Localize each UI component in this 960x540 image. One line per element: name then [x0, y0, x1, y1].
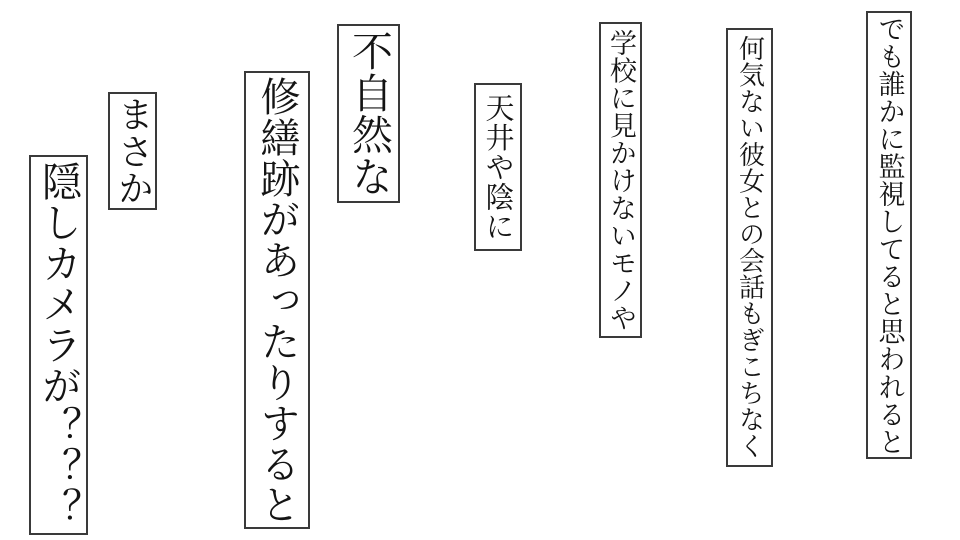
- vertical-text: 学校に見かけないモノや: [605, 28, 636, 332]
- vertical-text: 不自然な: [345, 29, 393, 198]
- vertical-text: 天井や陰に: [481, 93, 516, 241]
- vertical-text: 修繕跡があったりすると: [254, 75, 300, 525]
- vertical-text-box-3: [599, 22, 642, 338]
- vertical-text-box-2: [726, 28, 773, 467]
- vertical-text-box-1: [866, 11, 912, 459]
- vertical-text-box-6: [244, 71, 310, 529]
- vertical-text: 隠しカメラが？？？: [35, 161, 82, 529]
- vertical-text: 何気ない彼女との会話もぎこちなく: [734, 35, 765, 460]
- vertical-text: まさか: [112, 95, 154, 207]
- vertical-text-box-8: [29, 155, 88, 535]
- vertical-text: でも誰かに監視してると思われると: [873, 14, 905, 456]
- vertical-text-box-7: [108, 92, 157, 210]
- vertical-text-box-4: [474, 83, 522, 251]
- vertical-text-box-5: [337, 24, 400, 203]
